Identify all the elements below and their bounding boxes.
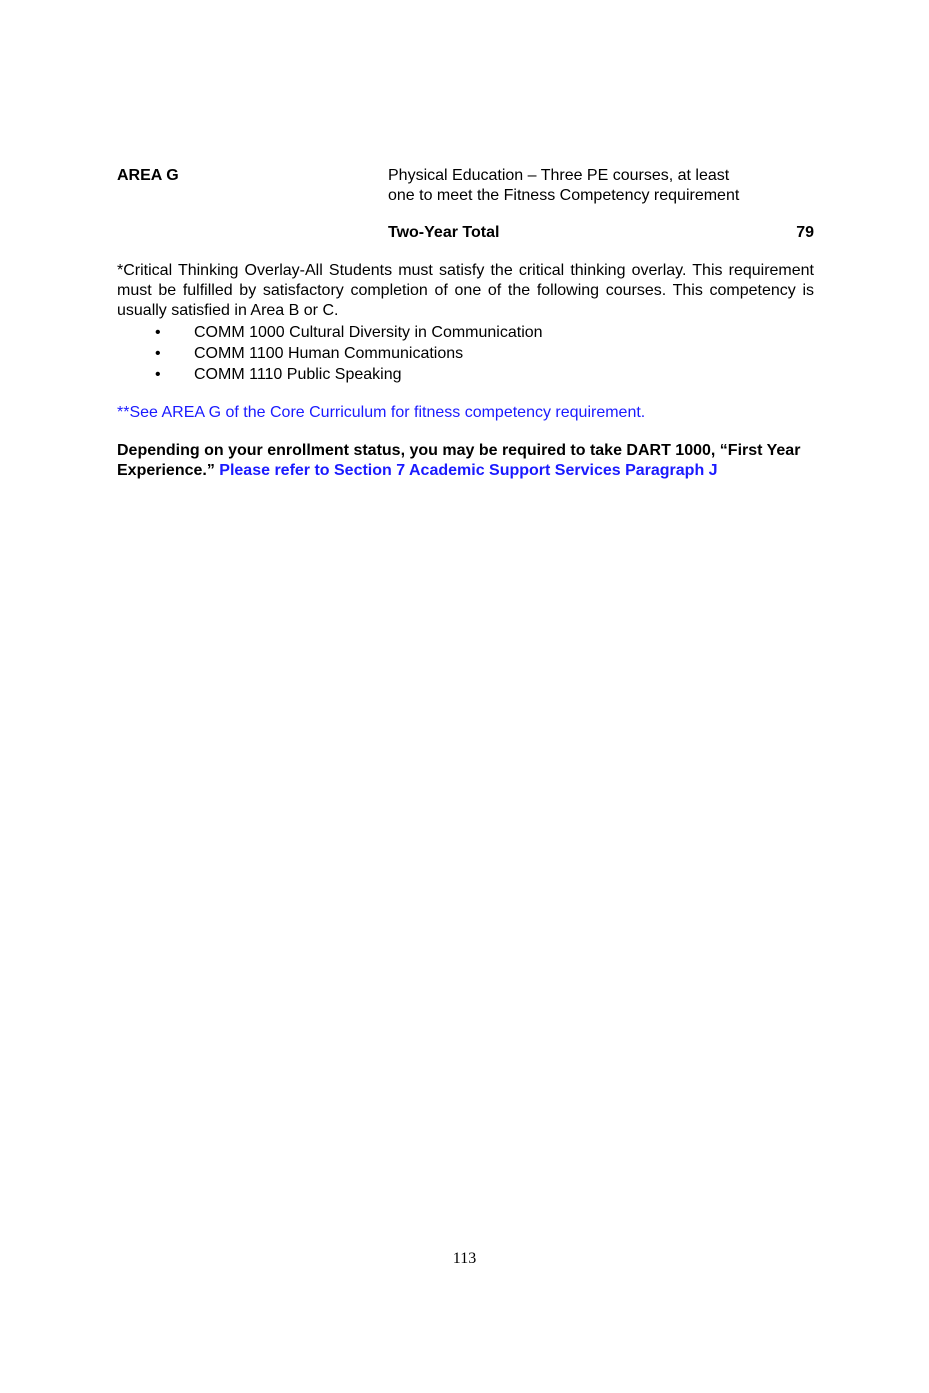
total-value: 79 [796, 224, 814, 241]
critical-thinking-overlay-paragraph: *Critical Thinking Overlay-All Students must satisfy the critical thinking overlay. This requirement must be fulfilled by satisfactory completion of one of the following courses. This competency is usually satisfied in Area B or C. [117, 262, 814, 319]
course-text: COMM 1100 Human Communications [194, 345, 464, 362]
two-year-total-row [388, 223, 814, 243]
total-label: Two-Year Total [388, 224, 500, 241]
bullet-icon: • [155, 345, 161, 362]
fitness-competency-note: **See AREA G of the Core Curriculum for fitness competency requirement. [117, 404, 646, 421]
area-description-line-2: one to meet the Fitness Competency requirement [388, 187, 740, 204]
section-reference-link[interactable]: Please refer to Section 7 Academic Support Services Paragraph J [219, 462, 718, 479]
bullet-icon: • [155, 366, 161, 383]
list-item [117, 343, 814, 364]
area-label: AREA G [117, 167, 179, 184]
area-description-line-1: Physical Education – Three PE courses, at least [388, 167, 730, 184]
course-list [117, 322, 814, 385]
area-g-row [117, 166, 813, 210]
list-item [117, 364, 814, 385]
list-item [117, 322, 814, 343]
area-description [388, 166, 788, 206]
enrollment-text: Depending on your enrollment status, you may be required to take DART 1000, “First Year Experience.” [117, 442, 801, 479]
course-text: COMM 1110 Public Speaking [194, 366, 402, 383]
course-text: COMM 1000 Cultural Diversity in Communication [194, 324, 543, 341]
bullet-icon: • [155, 324, 161, 341]
enrollment-paragraph [117, 441, 814, 481]
page-number: 113 [452, 1250, 477, 1267]
